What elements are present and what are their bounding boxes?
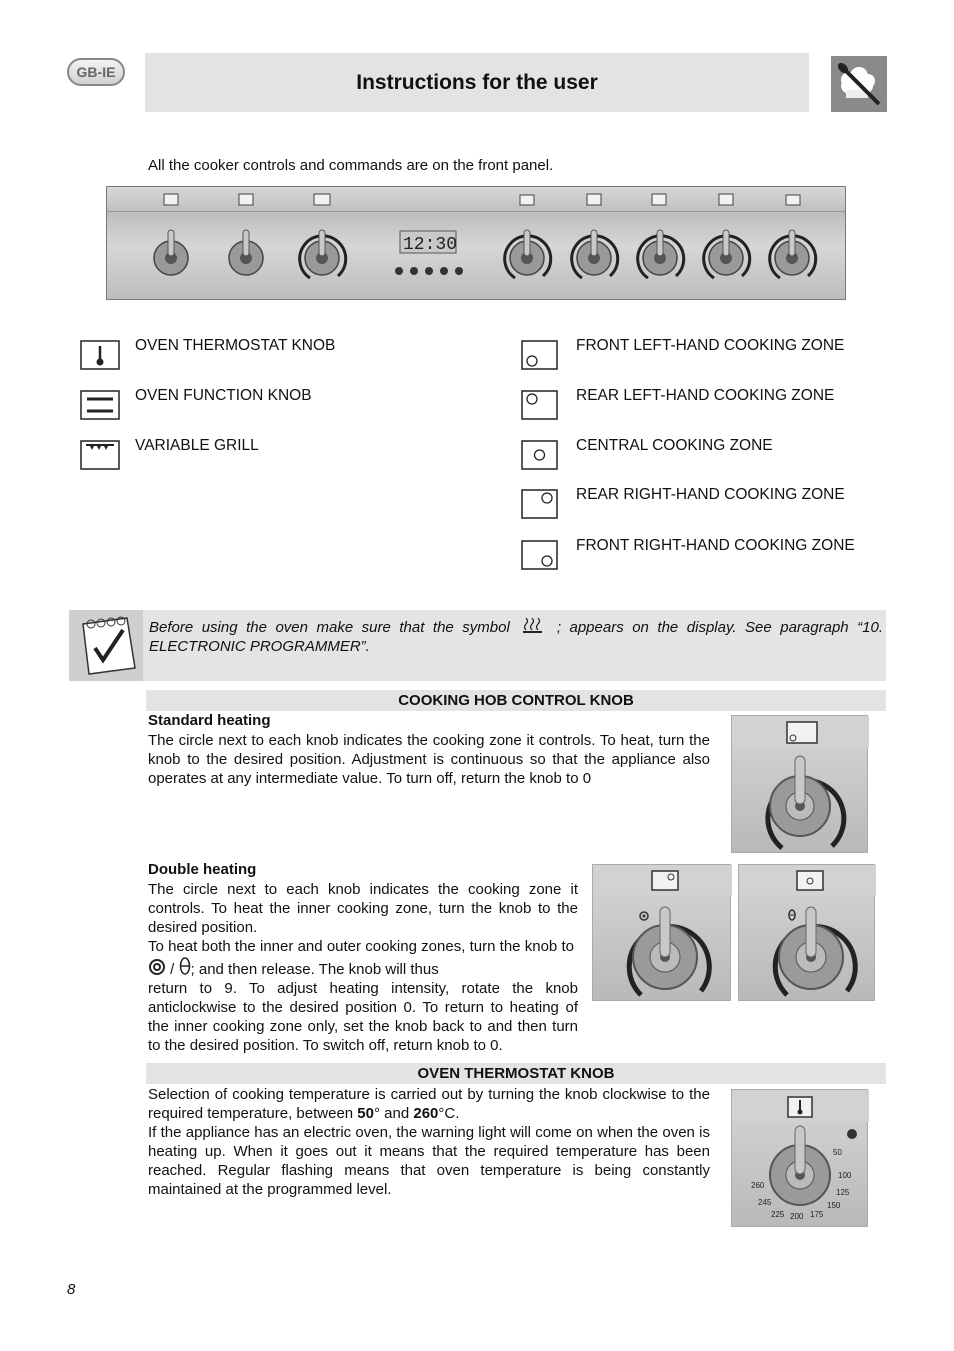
thermostat-p1c: °C. (438, 1105, 460, 1122)
panel-knob-rear-left (572, 230, 618, 278)
standard-heating-title: Standard heating (148, 712, 271, 729)
double-heating-p2c: ; and then release. The knob will thus (190, 961, 439, 978)
panel-knob-rear-right (704, 230, 750, 278)
zone-front-right-icon (521, 538, 559, 572)
double-heating-p1: The circle next to each knob indicates the cooking zone it controls. To heat the inner cooking zone, turn the knob to the desired position. (148, 881, 578, 936)
panel-knob-central (638, 230, 684, 278)
scale-label-100: 100 (838, 1171, 852, 1180)
double-knob-photo-1 (592, 864, 731, 1001)
zone-front-left-icon (521, 338, 559, 372)
thermostat-p1b: ° and (373, 1105, 410, 1122)
thermostat-text (148, 1085, 710, 1199)
thermostat-p1a: Selection of cooking temperature is carried out by turning the knob clockwise to the required temperature, between (148, 1086, 710, 1122)
note-pencil-icon (69, 610, 143, 681)
double-heating-title: Double heating (148, 861, 257, 878)
section-heading-thermostat (146, 1063, 886, 1084)
panel-knob-function (229, 230, 263, 275)
note-text (149, 616, 883, 656)
scale-label-200: 200 (790, 1212, 804, 1221)
thermometer-icon (80, 338, 122, 372)
region-badge-text: GB-IE (76, 64, 116, 80)
legend-label-grill: VARIABLE GRILL (135, 437, 259, 454)
control-panel-illustration (106, 186, 846, 300)
legend-label-front-left: FRONT LEFT-HAND COOKING ZONE (576, 337, 845, 354)
page-number: 8 (67, 1281, 76, 1298)
panel-knob-thermostat (154, 230, 188, 275)
grill-icon (80, 438, 122, 472)
zone-rear-left-icon (521, 388, 559, 422)
thermostat-knob-photo (731, 1089, 868, 1227)
zone-central-icon (521, 438, 559, 472)
standard-heating-text: The circle next to each knob indicates the cooking zone it controls. To heat, turn the knob to the desired position. Adjustment is continuous so that the appliance also operates at any intermediate value. To turn off, return the knob to 0 (148, 732, 710, 787)
legend-label-rear-right: REAR RIGHT-HAND COOKING ZONE (576, 486, 845, 503)
panel-knob-front-right (770, 230, 816, 278)
oven-function-icon (80, 388, 122, 422)
scale-label-225: 225 (771, 1210, 785, 1219)
panel-display-time: 12:30 (403, 235, 458, 255)
panel-knob-front-left (505, 230, 551, 278)
double-heating-p2a: To heat both the inner and outer cooking zones, turn the knob to (148, 938, 574, 955)
scale-label-125: 125 (836, 1188, 850, 1197)
chef-hat-icon (831, 56, 887, 112)
scale-label-245: 245 (758, 1198, 772, 1207)
legend-label-rear-left: REAR LEFT-HAND COOKING ZONE (576, 387, 835, 404)
legend-label-function: OVEN FUNCTION KNOB (135, 387, 312, 404)
double-knob-photo-2 (738, 864, 875, 1001)
thermostat-max-temp: 260 (413, 1105, 439, 1122)
thermostat-p2: If the appliance has an electric oven, the warning light will come on when the oven is heating up. When it goes out it means that the required temperature has been reached. Regular flashing means that oven temperature is being constantly maintained at the programmed level. (148, 1124, 710, 1198)
thermostat-min-temp: 50 (357, 1105, 374, 1122)
region-badge (67, 58, 125, 86)
legend-label-central: CENTRAL COOKING ZONE (576, 437, 773, 454)
scale-label-260: 260 (751, 1181, 765, 1190)
section-heading-thermostat-text: OVEN THERMOSTAT KNOB (417, 1065, 615, 1082)
section-heading-hob (146, 690, 886, 711)
hob-knob-photo (731, 715, 868, 853)
double-ring-icon (148, 958, 166, 976)
note-text-part2: ; appears on the display. See paragraph “10. ELECTRONIC PROGRAMMER”. (149, 619, 883, 655)
scale-label-175: 175 (810, 1210, 824, 1219)
section-heading-hob-text: COOKING HOB CONTROL KNOB (398, 692, 634, 709)
panel-knob-grill (300, 230, 346, 278)
double-heating-slash: / (170, 961, 175, 978)
note-text-part1: Before using the oven make sure that the symbol (149, 619, 510, 636)
scale-label-150: 150 (827, 1201, 841, 1210)
double-heating-text (148, 880, 578, 1055)
double-heating-p3: return to 9. To adjust heating intensity, rotate the knob anticlockwise to the desired position 0. To return to heating of the inner cooking zone only, set the knob back to and then turn to the desired position. To switch off, return knob to 0. (148, 980, 578, 1054)
oven-symbol-icon (522, 616, 544, 634)
zone-rear-right-icon (521, 487, 559, 521)
theta-zone-icon (179, 956, 191, 976)
legend-label-thermostat: OVEN THERMOSTAT KNOB (135, 337, 336, 354)
page-title: Instructions for the user (356, 70, 598, 94)
legend-label-front-right: FRONT RIGHT-HAND COOKING ZONE (576, 537, 855, 554)
scale-label-50: 50 (833, 1148, 842, 1157)
page-title-bar (145, 53, 809, 112)
intro-text: All the cooker controls and commands are on the front panel. (148, 157, 554, 174)
